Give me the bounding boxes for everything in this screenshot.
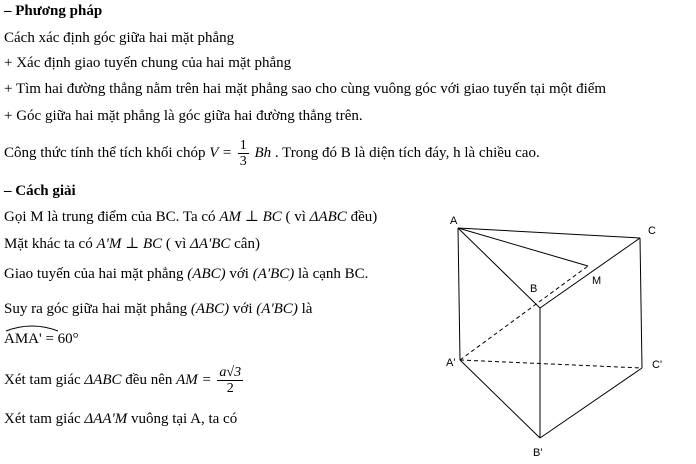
formula-suffix: . Trong đó B là diện tích đáy, h là chiều cao. xyxy=(274,145,540,161)
sol6-fraction xyxy=(217,365,243,396)
edge-AA1 xyxy=(458,228,460,360)
solution-line-1 xyxy=(4,208,377,226)
edge-CC1 xyxy=(640,238,642,368)
sol3-plane-1: (ABC) xyxy=(187,266,226,282)
solution-heading: – Cách giải xyxy=(4,183,76,199)
solution-line-6 xyxy=(4,362,245,398)
label-A1: A' xyxy=(446,357,456,369)
angle-value: = 60° xyxy=(41,331,79,347)
sol4-b: với xyxy=(229,301,257,317)
sol4-plane-2: (A'BC) xyxy=(256,301,298,317)
sol6-lhs: AM = xyxy=(176,372,216,388)
sol1-math: AM ⊥ BC xyxy=(219,209,282,225)
solution-line-4 xyxy=(4,300,312,318)
volume-formula-line xyxy=(4,135,540,171)
sol2-text: Mặt khác ta có xyxy=(4,236,97,252)
formula-fraction xyxy=(238,138,249,169)
formula-lhs: V = xyxy=(209,145,236,161)
method-heading: – Phương pháp xyxy=(4,3,103,19)
formula-prefix: Công thức tính thể tích khối chóp xyxy=(4,145,210,161)
label-C1: C' xyxy=(652,359,663,371)
edge-BC xyxy=(540,238,640,308)
edge-A1B1 xyxy=(460,360,540,438)
dashed-A1C1 xyxy=(460,360,642,368)
sol6-math: ΔABC xyxy=(84,372,122,388)
method-line-4: + Góc giữa hai mặt phẳng là góc giữa hai đường thẳng trên. xyxy=(4,108,363,124)
sol6-numerator: a√3 xyxy=(219,365,242,381)
method-line-1: Cách xác định góc giữa hai mặt phẳng xyxy=(4,30,235,46)
sol1-text: Gọi M là trung điểm của BC. Ta có xyxy=(4,209,220,225)
angle-symbol xyxy=(4,330,42,348)
edge-B1C1 xyxy=(540,368,642,438)
angle-name: AMA' xyxy=(4,331,42,347)
solution-line-7 xyxy=(4,410,237,428)
angle-arc-icon xyxy=(4,322,60,332)
sol7-math: ΔAA'M xyxy=(84,411,128,427)
sol3-c: là cạnh BC. xyxy=(294,266,369,282)
sol6-a: Xét tam giác xyxy=(4,372,85,388)
solution-line-3 xyxy=(4,265,368,283)
sol2-paren-open: ( vì xyxy=(162,236,191,252)
sol2-paren-math: ΔA'BC xyxy=(190,236,231,252)
method-line-3: + Tìm hai đường thẳng nằm trên hai mặt phẳng sao cho cùng vuông góc với giao tuyến tại một điểm xyxy=(4,81,607,97)
sol1-paren-close: đều) xyxy=(346,209,378,225)
sol7-a: Xét tam giác xyxy=(4,411,85,427)
sol4-plane-1: (ABC) xyxy=(190,301,230,317)
sol3-a: Giao tuyến của hai mặt phẳng xyxy=(4,266,188,282)
label-B: B xyxy=(530,283,538,295)
sol6-b: đều nên xyxy=(121,372,177,388)
sol2-math: A'M ⊥ BC xyxy=(96,236,163,252)
sol7-b: vuông tại A, ta có xyxy=(127,411,238,427)
sol4-c: là xyxy=(297,301,313,317)
sol1-paren-open: ( vì xyxy=(281,209,310,225)
label-M: M xyxy=(592,275,602,287)
label-B1: B' xyxy=(533,447,543,459)
sol3-plane-2: (A'BC) xyxy=(252,266,295,282)
sol6-denominator: 2 xyxy=(226,381,234,397)
label-A: A xyxy=(450,215,458,227)
method-line-2: + Xác định giao tuyến chung của hai mặt phẳng xyxy=(4,55,292,71)
sol4-a: Suy ra góc giữa hai mặt phẳng xyxy=(4,301,191,317)
prism-figure xyxy=(430,210,690,464)
solution-line-angle xyxy=(4,330,79,348)
formula-rhs: Bh xyxy=(254,145,272,161)
dashed-A1M xyxy=(460,266,588,360)
solution-line-2 xyxy=(4,235,260,253)
sol3-b: với xyxy=(225,266,253,282)
formula-denominator: 3 xyxy=(239,154,247,170)
sol2-paren-close: cân) xyxy=(230,236,260,252)
sol1-paren-math: ΔABC xyxy=(309,209,347,225)
formula-numerator: 1 xyxy=(239,138,247,154)
label-C: C xyxy=(648,225,656,237)
